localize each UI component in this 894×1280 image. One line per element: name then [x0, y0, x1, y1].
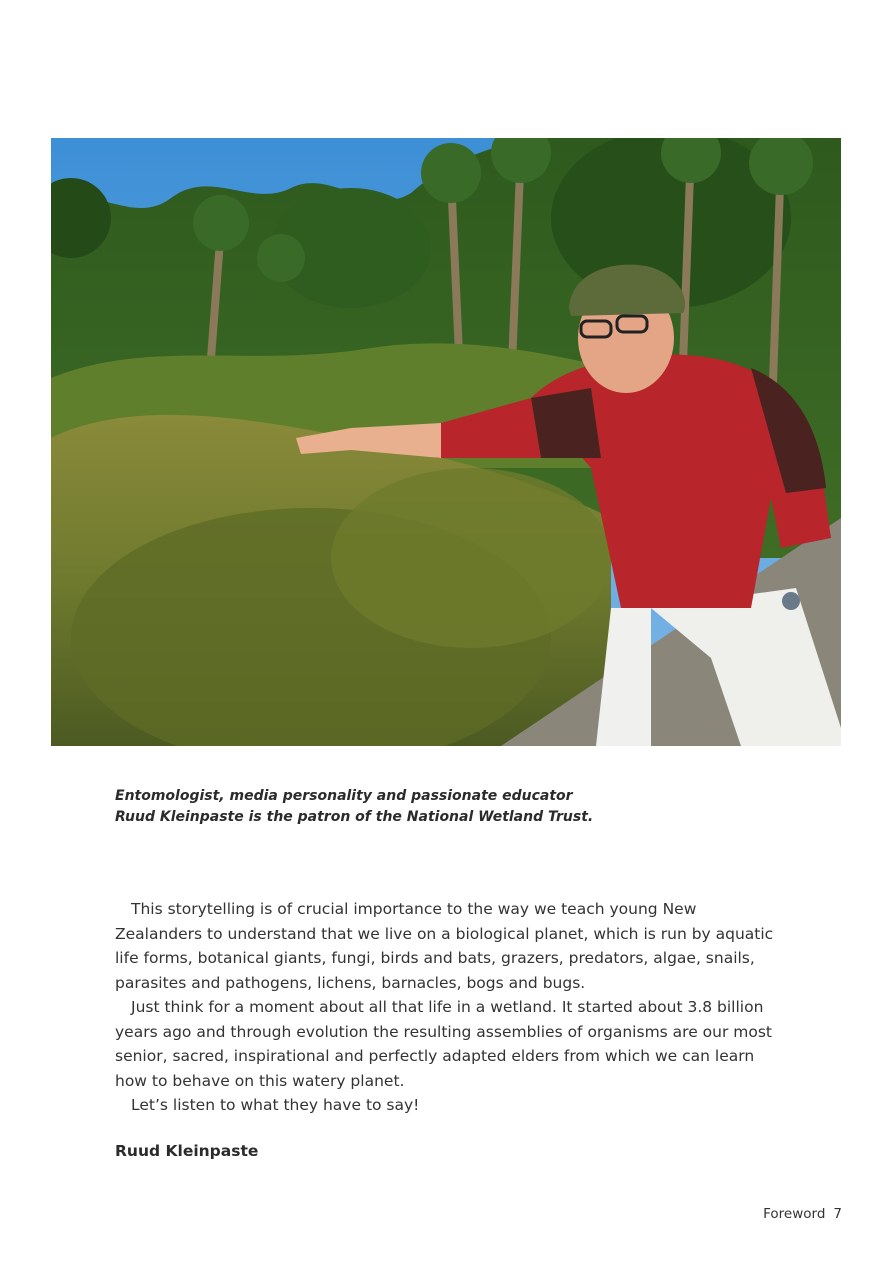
paragraph: This storytelling is of crucial importance to the way we teach young New Zealanders to understand that we live on a biological planet, which is run by aquatic life forms, botanical giants, fungi, birds and bats, grazers, predators, algae, snails, parasites and pathogens, lichens, barnacles, bogs and bugs. — [115, 900, 774, 992]
foreword-body — [115, 897, 775, 1118]
caption-line-2: Ruud Kleinpaste is the patron of the National Wetland Trust. — [115, 809, 594, 825]
photo-caption — [115, 786, 675, 828]
caption-line-1: Entomologist, media personality and passionate educator — [115, 788, 573, 804]
paragraph: Just think for a moment about all that life in a wetland. It started about 3.8 billion years ago and through evolution the resulting assemblies of organisms are our most senior, sacred, inspirational and perfectly adapted elders from which we can learn how to behave on this watery planet. — [115, 998, 773, 1090]
section-name: Foreword — [763, 1206, 826, 1222]
page-footer — [763, 1206, 842, 1222]
author-signature: Ruud Kleinpaste — [115, 1142, 259, 1160]
paragraph: Let’s listen to what they have to say! — [131, 1096, 420, 1114]
page-number: 7 — [833, 1206, 842, 1222]
wetland-photo — [51, 138, 841, 746]
